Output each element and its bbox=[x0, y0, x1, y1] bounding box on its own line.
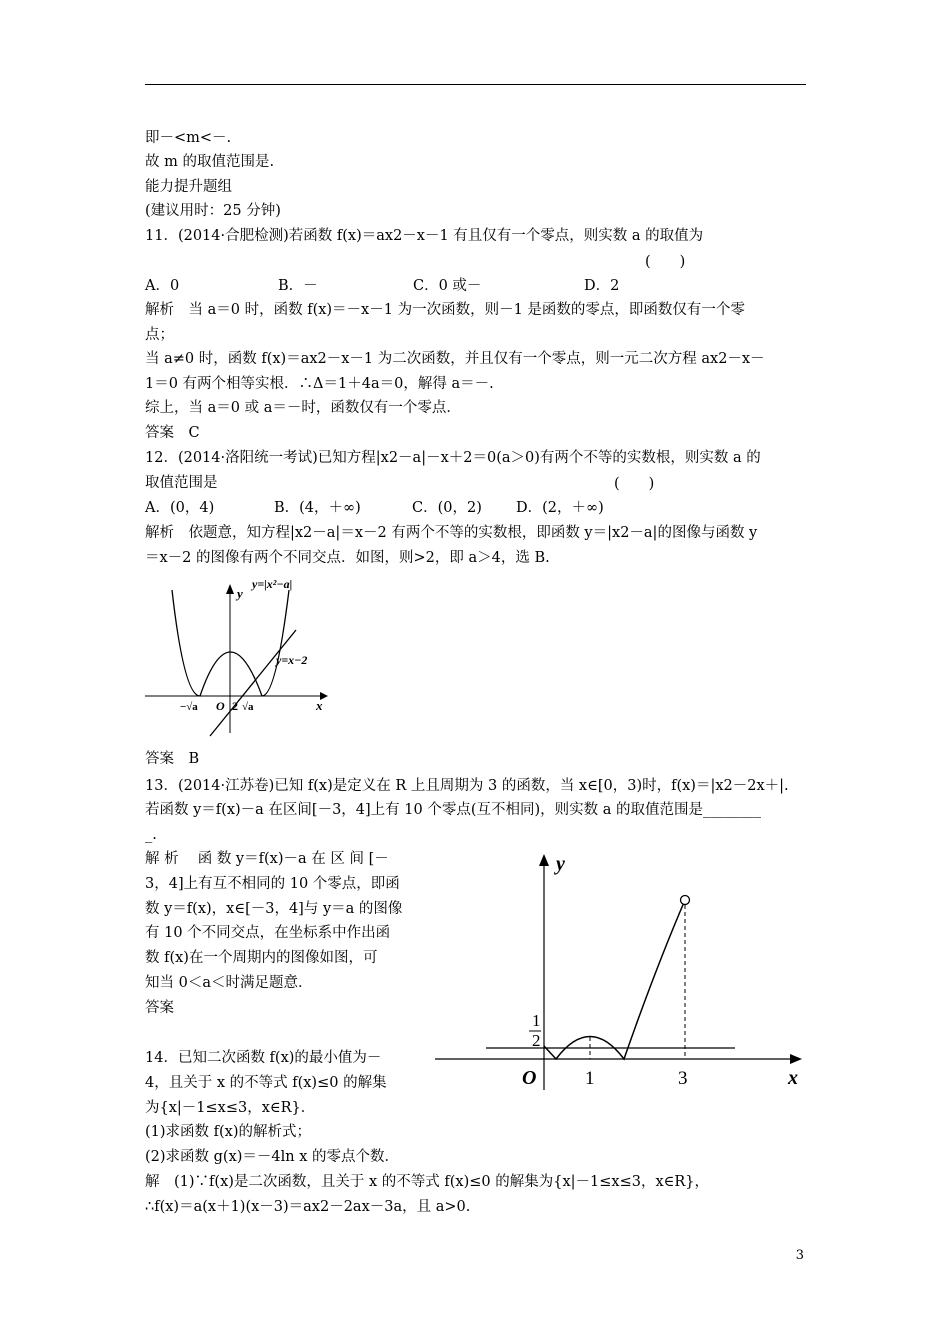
y-axis-arrow bbox=[539, 854, 549, 866]
text-line: 解 (1)∵f(x)是二次函数，且关于 x 的不等式 f(x)≤0 的解集为{x|－1≤x≤3，x∈R}， bbox=[145, 1174, 710, 1190]
question-13: 13．(2014·江苏卷)已知 f(x)是定义在 R 上且周期为 3 的函数，当 x∈[0，3)时，f(x)＝|x2－2x＋|. bbox=[145, 778, 789, 794]
x-axis-arrow bbox=[790, 1054, 802, 1064]
text-line: ∴f(x)＝a(x＋1)(x－3)＝ax2－2ax－3a，且 a>0. bbox=[145, 1199, 471, 1215]
origin-label: O bbox=[216, 699, 225, 713]
question-14: 14．已知二次函数 f(x)的最小值为－ bbox=[145, 1050, 382, 1066]
half-denominator: 2 bbox=[532, 1031, 541, 1050]
origin-label: O bbox=[522, 1067, 537, 1089]
pos-root-label: √a bbox=[242, 701, 254, 713]
text-line: 有 10 个不同交点，在坐标系中作出函 bbox=[145, 925, 391, 941]
option-d: D．(2，＋∞) bbox=[516, 500, 604, 516]
text-line: 数 y＝f(x)，x∈[－3，4]与 y＝a 的图像 bbox=[145, 901, 403, 917]
text-line: 4，且关于 x 的不等式 f(x)≤0 的解集 bbox=[145, 1075, 387, 1091]
two-label: 2 bbox=[232, 699, 238, 713]
open-endpoint bbox=[681, 896, 690, 905]
option-c: C．0 或－ bbox=[413, 278, 482, 294]
y-axis-arrow bbox=[226, 584, 234, 594]
option-d: D．2 bbox=[584, 278, 620, 294]
text-line: 即－<m<－. bbox=[145, 130, 232, 146]
text-line: 数 f(x)在一个周期内的图像如图，可 bbox=[145, 950, 378, 966]
answer-paren: ( ) bbox=[645, 254, 686, 270]
answer-paren: ( ) bbox=[614, 476, 655, 492]
option-c: C．(0，2) bbox=[412, 500, 482, 516]
text-line: 知当 0＜a＜时满足题意． bbox=[145, 975, 313, 991]
text-line: 1＝0 有两个相等实根．∴Δ＝1＋4a＝0，解得 a＝－. bbox=[145, 376, 494, 392]
text-line: 点； bbox=[145, 327, 174, 343]
tick-1-label: 1 bbox=[585, 1068, 595, 1089]
option-a: A．0 bbox=[145, 278, 180, 294]
line-label: y=x−2 bbox=[276, 653, 308, 667]
curve-label: y=|x²−a| bbox=[252, 578, 293, 591]
text-line: (2)求函数 g(x)＝－4ln x 的零点个数． bbox=[145, 1149, 400, 1165]
text-line: 解 析 函 数 y＝f(x)－a 在 区 间 [－ bbox=[145, 851, 389, 867]
answer-line: 答案 B bbox=[145, 751, 200, 767]
x-axis-label: x bbox=[788, 1067, 798, 1089]
option-b: B．(4，＋∞) bbox=[274, 500, 361, 516]
neg-root-label: −√a bbox=[180, 701, 198, 713]
text-line: 当 a≠0 时，函数 f(x)＝ax2－x－1 为二次函数，并且仅有一个零点，则一元二次方程 ax2－x－ bbox=[145, 351, 765, 367]
text-line: (1)求函数 f(x)的解析式； bbox=[145, 1124, 312, 1140]
text-line: 取值范围是 bbox=[145, 475, 218, 491]
option-b: B．－ bbox=[278, 278, 318, 294]
text-line: ＝x－2 的图像有两个不同交点．如图，则>2，即 a＞4，选 B. bbox=[145, 550, 550, 566]
text-line: 故 m 的取值范围是. bbox=[145, 154, 275, 170]
option-a: A．(0，4) bbox=[145, 500, 215, 516]
function-curve bbox=[544, 900, 685, 1059]
text-line: (建议用时：25 分钟) bbox=[145, 203, 281, 219]
answer-line: 答案 C bbox=[145, 425, 200, 441]
text-line: 3，4]上有互不相同的 10 个零点，即函 bbox=[145, 876, 400, 892]
text-line: 解析 依题意，知方程|x2－a|＝x－2 有两个不等的实数根，即函数 y＝|x2－a|的图像与函数 y bbox=[145, 525, 758, 541]
line-y-x-minus-2 bbox=[210, 630, 296, 736]
text-line: 解析 当 a＝0 时，函数 f(x)＝－x－1 为一次函数，则－1 是函数的零点，即函数仅有一个零 bbox=[145, 302, 745, 318]
text-line: 为{x|－1≤x≤3，x∈R}． bbox=[145, 1100, 316, 1116]
question-12: 12．(2014·洛阳统一考试)已知方程|x2－a|－x＋2＝0(a＞0)有两个不等的实数根，则实数 a 的 bbox=[145, 450, 761, 466]
question-11: 11．(2014·合肥检测)若函数 f(x)＝ax2－x－1 有且仅有一个零点，则实数 a 的取值为 bbox=[145, 228, 704, 244]
figure-abs-quadratic bbox=[140, 578, 330, 738]
section-heading: 能力提升题组 bbox=[145, 179, 232, 195]
y-axis-label: y bbox=[237, 586, 243, 601]
tick-3-label: 3 bbox=[678, 1068, 688, 1089]
answer-line: 答案 bbox=[145, 1000, 174, 1016]
x-axis-label: x bbox=[316, 698, 323, 713]
text-line: 若函数 y＝f(x)－a 在区间[－3，4]上有 10 个零点(互不相同)，则实数 a 的取值范围是________ bbox=[145, 802, 762, 818]
figure-periodic-function bbox=[430, 850, 810, 1095]
text-line: _. bbox=[145, 827, 157, 843]
half-numerator: 1 bbox=[532, 1011, 541, 1030]
y-axis-label: y bbox=[556, 853, 565, 875]
header-rule bbox=[145, 84, 806, 85]
page-number: 3 bbox=[795, 1248, 804, 1263]
text-line: 综上，当 a＝0 或 a＝－时，函数仅有一个零点． bbox=[145, 400, 461, 416]
